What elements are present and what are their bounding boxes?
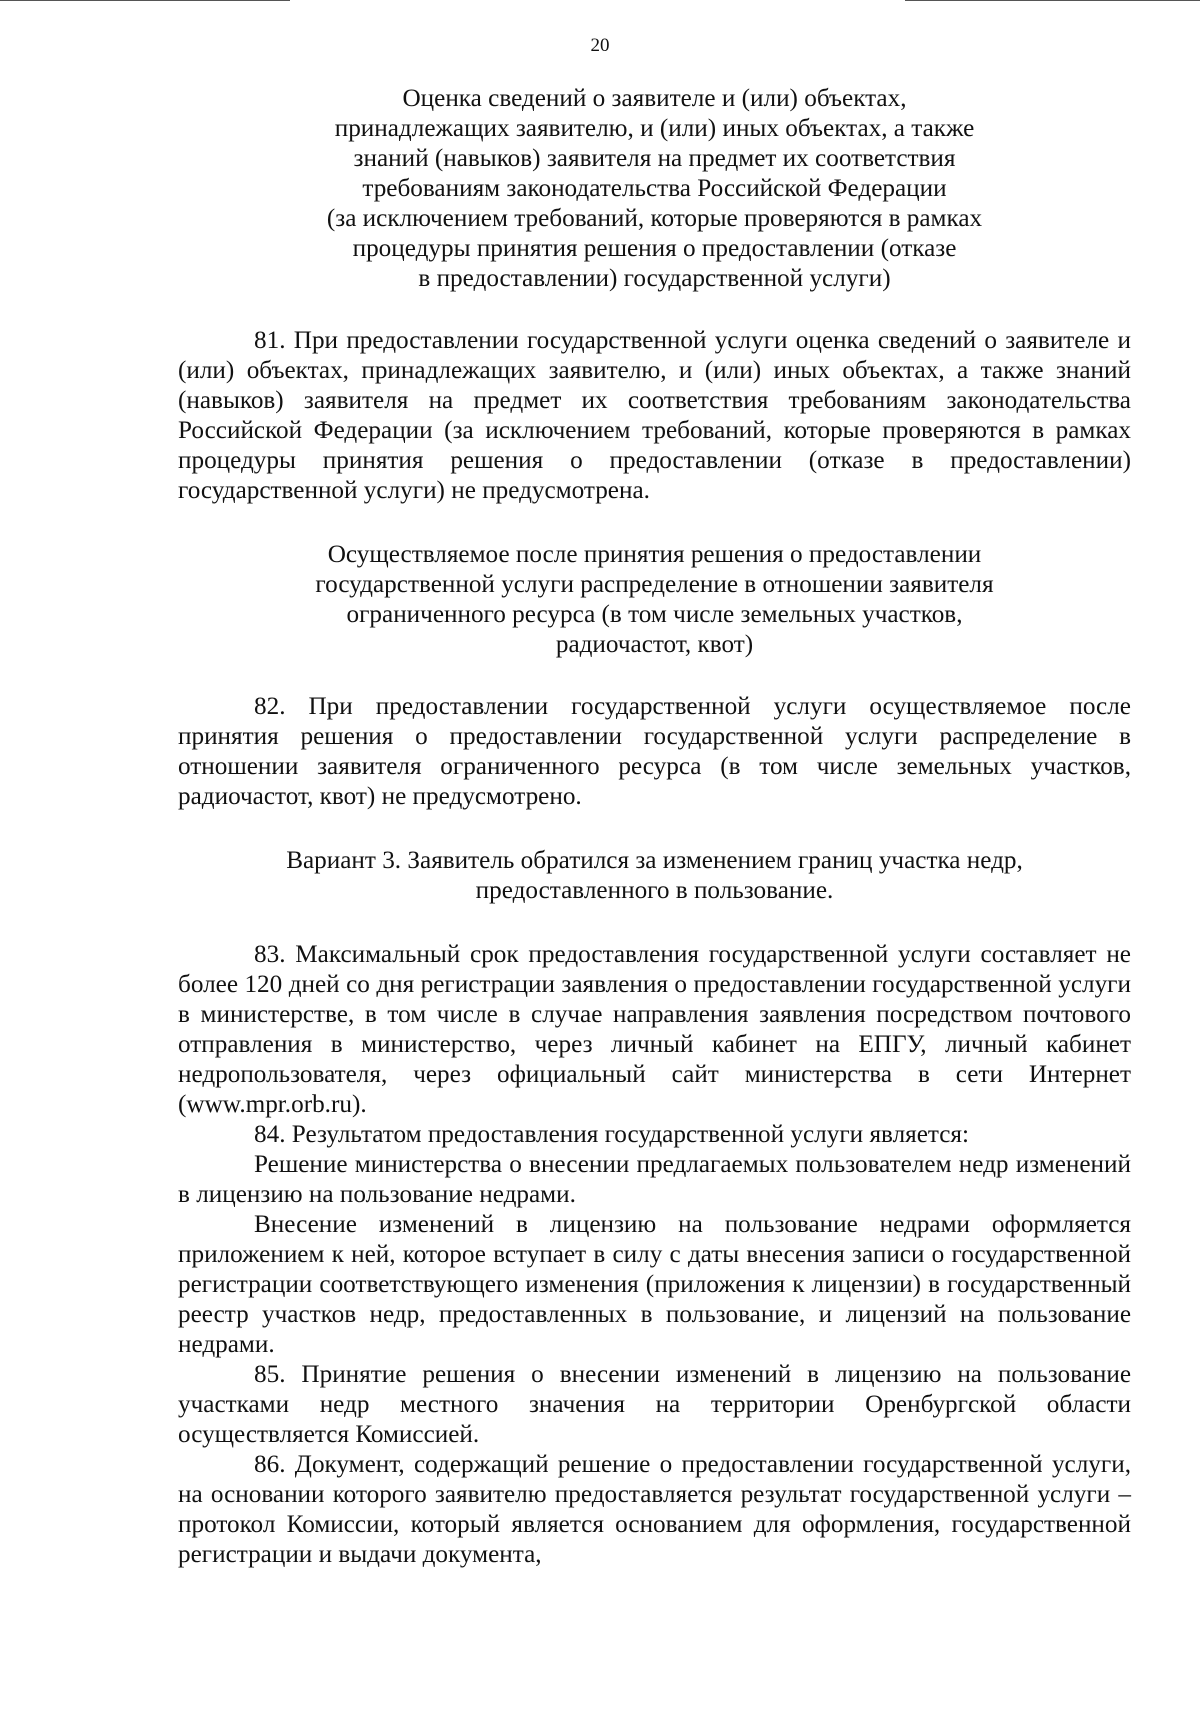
paragraph-86: 86. Документ, содержащий решение о предоставлении государственной услуги, на основании которого заявителю предоставляется результат государственной услуги – протокол Комиссии, который является основанием для оформления, государственной регистрации и выдачи документа,	[178, 1451, 1131, 1568]
heading-line: ограниченного ресурса (в том числе земельных участков,	[346, 601, 963, 628]
paragraph-81: 81. При предоставлении государственной услуги оценка сведений о заявителе и (или) объектах, принадлежащих заявителю, и (или) иных объектах, а также знаний (навыков) заявителя на предмет их соответствия требованиям законодательства Российской Федерации (за исключением требований, которые проверяются в рамках процедуры принятия решения о предоставлении (отказе в предоставлении) государственной услуги) не предусмотрена.	[178, 327, 1131, 504]
scan-edge-left	[0, 0, 290, 1]
section-heading-assessment	[178, 84, 1131, 294]
paragraph-82: 82. При предоставлении государственной услуги осуществляемое после принятия решения о предоставлении государственной услуги распределение в отношении заявителя ограниченного ресурса (в том числе земельных участков, радиочастот, квот) не предусмотрено.	[178, 693, 1131, 810]
paragraph-84-amendment: Внесение изменений в лицензию на пользование недрами оформляется приложением к ней, которое вступает в силу с даты внесения записи о государственной регистрации соответствующего изменения (приложения к лицензии) в государственный реестр участков недр, предоставленных в пользование, и лицензий на пользование недрами.	[178, 1211, 1131, 1358]
section-heading-variant-3	[178, 846, 1131, 906]
paragraph-84: 84. Результатом предоставления государственной услуги является:	[254, 1121, 969, 1148]
paragraph-85: 85. Принятие решения о внесении изменений в лицензию на пользование участками недр местного значения на территории Оренбургской области осуществляется Комиссией.	[178, 1361, 1131, 1448]
paragraph-83: 83. Максимальный срок предоставления государственной услуги составляет не более 120 дней со дня регистрации заявления о предоставлении государственной услуги в министерстве, в том числе в случае направления заявления посредством почтового отправления в министерство, через личный кабинет на ЕПГУ, личный кабинет недропользователя, через официальный сайт министерства в сети Интернет (www.mpr.orb.ru).	[178, 941, 1131, 1118]
heading-line: (за исключением требований, которые проверяются в рамках	[326, 205, 983, 232]
paragraph-84-decision: Решение министерства о внесении предлагаемых пользователем недр изменений в лицензию на пользование недрами.	[178, 1151, 1131, 1208]
section-heading-resource-distribution	[178, 540, 1131, 660]
heading-line: в предоставлении) государственной услуги)	[418, 265, 891, 292]
scan-edge-right	[905, 0, 1200, 1]
heading-line: требованиям законодательства Российской Федерации	[362, 175, 947, 202]
heading-line: Осуществляемое после принятия решения о предоставлении	[327, 541, 982, 568]
heading-line: принадлежащих заявителю, и (или) иных объектах, а также	[334, 115, 975, 142]
heading-line: Оценка сведений о заявителе и (или) объектах,	[402, 85, 907, 112]
heading-line: Вариант 3. Заявитель обратился за изменением границ участка недр,	[286, 847, 1023, 874]
heading-line: предоставленного в пользование.	[475, 877, 834, 904]
heading-line: государственной услуги распределение в отношении заявителя	[315, 571, 994, 598]
heading-line: процедуры принятия решения о предоставлении (отказе	[352, 235, 957, 262]
heading-line: радиочастот, квот)	[555, 631, 754, 658]
page-number: 20	[590, 35, 610, 56]
document-body	[178, 84, 1131, 1570]
heading-line: знаний (навыков) заявителя на предмет их соответствия	[353, 145, 956, 172]
